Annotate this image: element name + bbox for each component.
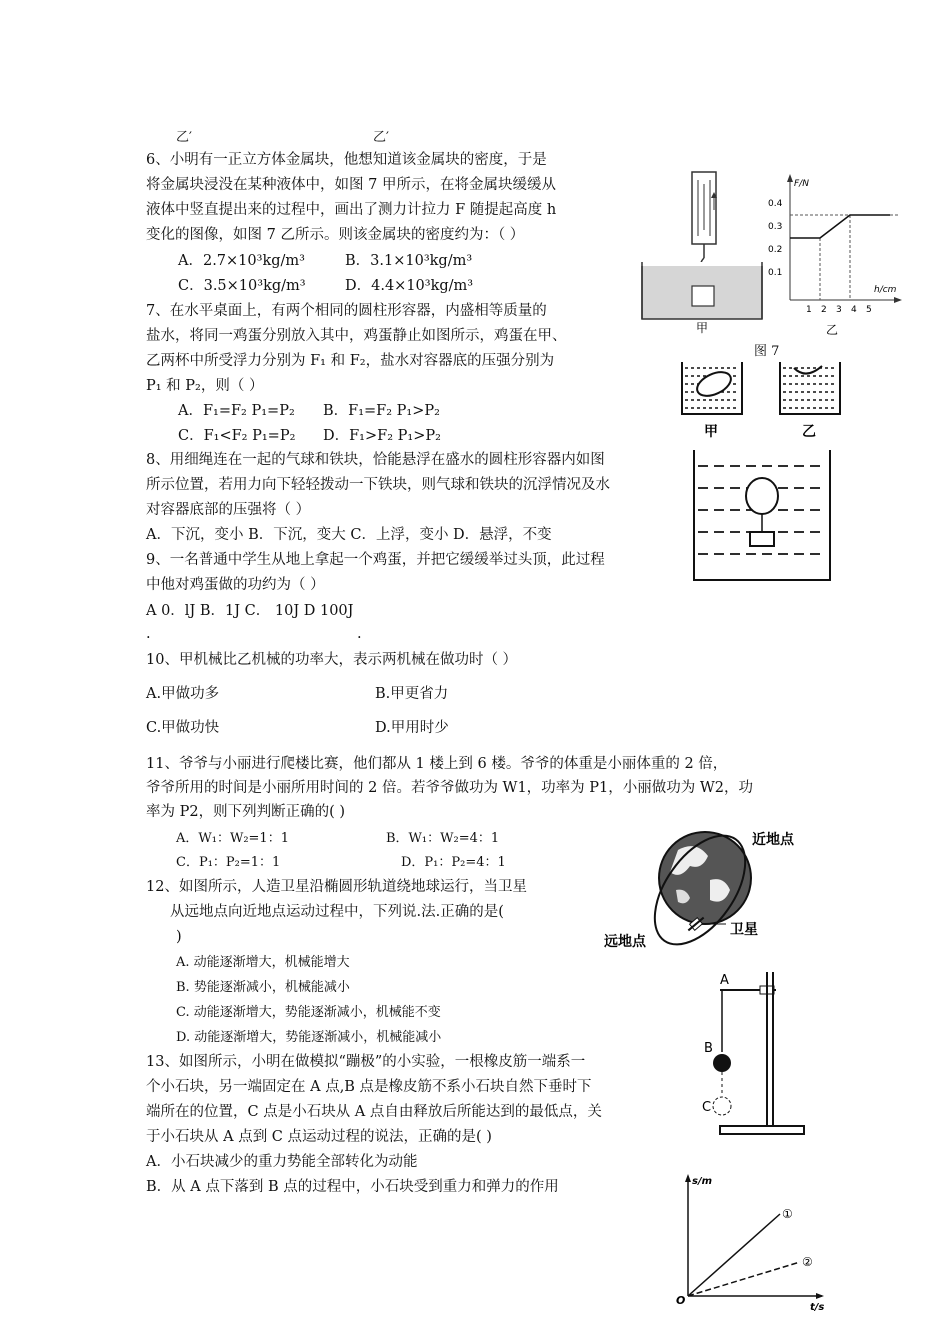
q13-option-a: A．小石块减少的重力势能全部转化为动能 (146, 1154, 418, 1170)
q11-stem: 爷爷所用的时间是小丽所用时间的 2 倍。若爷爷做功为 W1，功率为 P1，小丽做功为 W2，功 (146, 780, 754, 796)
q9-options: A 0．lJ B．1J C． 10J D 100J (146, 603, 354, 619)
q7-option-c: C．F₁<F₂ P₁=P₂ (178, 428, 296, 444)
q13-stem: 13、如图所示，小明在做模拟“蹦极”的小实验，一根橡皮筋一端系一 (146, 1054, 586, 1070)
q7-cup-yi-label: 乙 (802, 424, 816, 440)
q11-option-c: C．P₁：P₂=1：1 (176, 855, 281, 870)
q13-option-b: B．从 A 点下落到 B 点的过程中，小石块受到重力和弹力的作用 (146, 1179, 559, 1195)
q12-option-b: B. 势能逐渐减小，机械能减小 (176, 980, 350, 995)
q8-stem: 8、用细绳连在一起的气球和铁块，恰能悬浮在盛水的圆柱形容器内如图 (146, 452, 605, 468)
figure-7-yi-graph (768, 172, 910, 344)
q8-options: A．下沉，变小 B．下沉，变大 C．上浮，变小 D．悬浮，不变 (146, 527, 552, 543)
q13-stem: 端所在的位置，C 点是小石块从 A 点自由释放后所能达到的最低点，关 (146, 1104, 602, 1120)
q13-stem: 于小石块从 A 点到 C 点运动过程的说法，正确的是( ) (146, 1129, 492, 1145)
q7-cup-jia-label: 甲 (704, 424, 718, 440)
fig7-jia-label: 甲 (696, 321, 709, 335)
q10-option-b: B.甲更省力 (375, 686, 449, 702)
fig7-xtick: 2 (821, 305, 827, 315)
fig7-yi-label: 乙 (826, 323, 839, 337)
q12-stem: 12、如图所示，人造卫星沿椭圆形轨道绕地球运行，当卫星 (146, 879, 527, 895)
q12-option-a: A. 动能逐渐增大，机械能增大 (176, 955, 350, 970)
stray-mark: 乙′ (373, 130, 389, 145)
q10-option-d: D.甲用时少 (375, 720, 449, 736)
q11-option-d: D．P₁：P₂=4：1 (401, 855, 506, 870)
figure-7-caption: 图 7 (754, 344, 780, 359)
q12-stem: 从远地点向近地点运动过程中，下列说.法.正确的是( (170, 904, 504, 920)
st-line2-label: ② (802, 1255, 813, 1269)
st-x-label: t/s (810, 1302, 825, 1313)
q12-option-c: C. 动能逐渐增大，势能逐渐减小，机械能不变 (176, 1005, 441, 1020)
q10-stem: 10、甲机械比乙机械的功率大，表示两机械在做功时（ ） (146, 652, 518, 668)
fig7-ytick: 0.1 (768, 268, 783, 278)
q12-far-label: 远地点 (604, 934, 646, 950)
q6-stem: 液体中竖直提出来的过程中，画出了测力计拉力 F 随提起高度 h (146, 202, 557, 218)
fig7-xtick: 3 (836, 305, 842, 315)
q10-option-a: A.甲做功多 (146, 686, 220, 702)
fig7-x-label: h/cm (874, 285, 897, 295)
q7-stem: 乙两杯中所受浮力分别为 F₁ 和 F₂，盐水对容器底的压强分别为 (146, 353, 555, 369)
figure-7-jia (640, 170, 775, 345)
stray-mark: 乙′ (176, 130, 192, 145)
st-graph (672, 1172, 832, 1312)
fig7-xtick: 4 (851, 305, 857, 315)
q13-stem: 个小石块，另一端固定在 A 点,B 点是橡皮筋不系小石块自然下垂时下 (146, 1079, 592, 1095)
q7-figure-cups (676, 362, 856, 442)
q12-option-d: D. 动能逐渐增大，势能逐渐减小，机械能减小 (176, 1030, 442, 1045)
q10-option-c: C.甲做功快 (146, 720, 220, 736)
fig7-ytick: 0.3 (768, 222, 783, 232)
q6-stem: 将金属块浸没在某种液体中，如图 7 甲所示，在将金属块缓缓从 (146, 177, 556, 193)
st-line-1 (688, 1214, 780, 1296)
fig7-ytick: 0.4 (768, 199, 783, 209)
q7-stem: P₁ 和 P₂，则（ ） (146, 378, 264, 394)
q8-stem: 对容器底部的压强将（ ） (146, 502, 311, 518)
q11-stem: 率为 P2，则下列判断正确的( ) (146, 804, 346, 820)
q13-label-b: B (704, 1041, 713, 1056)
st-line1-label: ① (782, 1207, 793, 1221)
fig7-xtick: 5 (866, 305, 872, 315)
q12-stem: ) (176, 929, 182, 945)
q8-stem: 所示位置，若用力向下轻轻拨动一下铁块，则气球和铁块的沉浮情况及水 (146, 477, 610, 493)
fig7-ytick: 0.2 (768, 245, 783, 255)
q9-stem: 中他对鸡蛋做的功约为（ ） (146, 577, 325, 593)
q9-dot: . (146, 626, 151, 642)
q7-stem: 7、在水平桌面上，有两个相同的圆柱形容器，内盛相等质量的 (146, 303, 547, 319)
q6-stem: 变化的图像，如图 7 乙所示。则该金属块的密度约为：（ ） (146, 227, 525, 243)
q13-figure-stand (696, 968, 806, 1140)
fig7-y-label: F/N (794, 179, 809, 189)
q12-sat-label: 卫星 (730, 922, 758, 938)
q13-label-a: A (720, 973, 729, 988)
q8-figure-balloon (690, 448, 840, 584)
q6-option-c: C．3.5×10³kg/m³ (178, 278, 306, 294)
q7-option-d: D．F₁>F₂ P₁>P₂ (323, 428, 441, 444)
q7-stem: 盐水，将同一鸡蛋分别放入其中，鸡蛋静止如图所示，鸡蛋在甲、 (146, 328, 567, 344)
q7-option-b: B．F₁=F₂ P₁>P₂ (323, 403, 440, 419)
q11-option-b: B．W₁：W₂=4：1 (386, 831, 500, 846)
q6-option-b: B．3.1×10³kg/m³ (345, 253, 473, 269)
q6-stem: 6、小明有一正立方体金属块，他想知道该金属块的密度，于是 (146, 152, 547, 168)
q12-near-label: 近地点 (752, 832, 794, 848)
q6-option-a: A．2.7×10³kg/m³ (178, 253, 305, 269)
fig7-xtick: 1 (806, 305, 812, 315)
st-line-2 (688, 1262, 800, 1296)
q11-option-a: A．W₁：W₂=1：1 (176, 831, 289, 846)
q11-stem: 11、爷爷与小丽进行爬楼比赛，他们都从 1 楼上到 6 楼。爷爷的体重是小丽体重的 2 倍， (146, 756, 728, 772)
q12-figure-orbit (600, 820, 810, 960)
st-origin: O (676, 1294, 686, 1307)
q9-dot: . (357, 626, 362, 642)
q6-option-d: D．4.4×10³kg/m³ (345, 278, 474, 294)
q9-stem: 9、一名普通中学生从地上拿起一个鸡蛋，并把它缓缓举过头顶，此过程 (146, 552, 605, 568)
st-y-label: s/m (692, 1176, 713, 1187)
q7-option-a: A．F₁=F₂ P₁=P₂ (178, 403, 295, 419)
q13-label-c: C (702, 1100, 712, 1115)
